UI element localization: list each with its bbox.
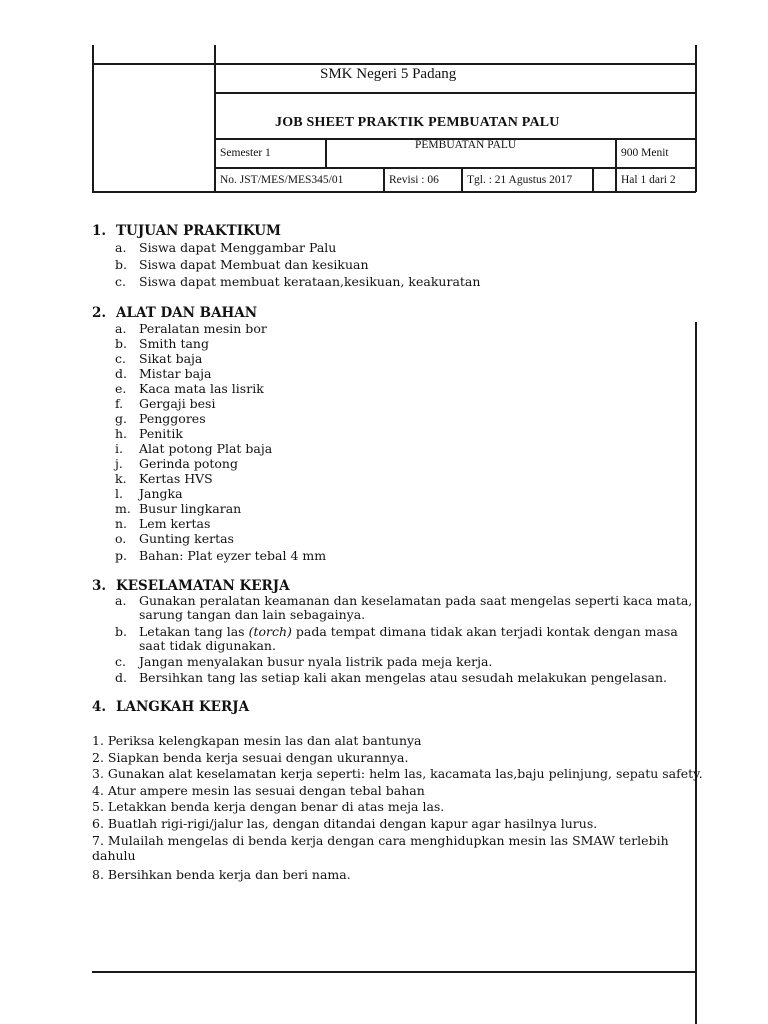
list-item: e. Kaca mata las lisrik (115, 381, 264, 396)
list-item: h. Penitik (115, 426, 183, 441)
list-item: k. Kertas HVS (115, 471, 213, 486)
list-item: a. Gunakan peralatan keamanan dan keselamatan pada saat mengelas seperti kaca mata, sarung tangan dan lain sebagainya. (115, 593, 693, 622)
list-item: 6. Buatlah rigi-rigi/jalur las, dengan ditandai dengan kapur agar hasilnya lurus. (92, 816, 598, 831)
revision-cell: Revisi : 06 (389, 174, 439, 186)
list-item: d. Bersihkan tang las setiap kali akan mengelas atau sesudah melakukan pengelasan. (115, 670, 667, 685)
section-title-langkah: 4. LANGKAH KERJA (92, 699, 250, 715)
doc-number-cell: No. JST/MES/MES345/01 (220, 174, 344, 186)
list-item: p. Bahan: Plat eyzer tebal 4 mm (115, 548, 327, 563)
section-title-keselamatan: 3. KESELAMATAN KERJA (92, 578, 290, 594)
job-sheet-title: JOB SHEET PRAKTIK PEMBUATAN PALU (275, 115, 560, 130)
date-cell: Tgl. : 21 Agustus 2017 (467, 174, 573, 186)
semester-cell: Semester 1 (220, 147, 271, 159)
list-item: 7. Mulailah mengelas di benda kerja dengan cara menghidupkan mesin las SMAW terlebih dahulu (92, 833, 669, 863)
list-item: b. Siswa dapat Membuat dan kesikuan (115, 257, 369, 272)
list-item: b. Smith tang (115, 336, 209, 351)
page-number-cell: Hal 1 dari 2 (621, 174, 676, 186)
list-item: c. Sikat baja (115, 351, 203, 366)
school-name: SMK Negeri 5 Padang (320, 66, 457, 82)
list-item: j. Gerinda potong (115, 456, 238, 471)
list-item: c. Siswa dapat membuat kerataan,kesikuan, keakuratan (115, 274, 481, 289)
list-item: m. Busur lingkaran (115, 501, 242, 516)
section-title-alat: 2. ALAT DAN BAHAN (92, 305, 258, 321)
list-item: n. Lem kertas (115, 516, 211, 531)
bottom-rule (92, 971, 696, 973)
list-item: 2. Siapkan benda kerja sesuai dengan ukurannya. (92, 750, 409, 765)
right-margin-line (695, 322, 697, 1024)
list-item: 8. Bersihkan benda kerja dan beri nama. (92, 867, 351, 882)
list-item: 5. Letakkan benda kerja dengan benar di atas meja las. (92, 799, 445, 814)
list-item: i. Alat potong Plat baja (115, 441, 273, 456)
list-item: b. Letakan tang las (torch) pada tempat dimana tidak akan terjadi kontak dengan masa saat tidak digunakan. (115, 624, 678, 653)
list-item: a. Siswa dapat Menggambar Palu (115, 240, 337, 255)
list-item: l. Jangka (115, 486, 183, 501)
list-item: a. Peralatan mesin bor (115, 321, 267, 336)
list-item: c. Jangan menyalakan busur nyala listrik pada meja kerja. (115, 654, 493, 669)
list-item: o. Gunting kertas (115, 531, 234, 546)
list-item: 3. Gunakan alat keselamatan kerja seperti: helm las, kacamata las,baju pelinjung, sepatu safety. (92, 766, 703, 781)
list-item: d. Mistar baja (115, 366, 212, 381)
list-item: g. Penggores (115, 411, 206, 426)
list-item: 4. Atur ampere mesin las sesuai dengan tebal bahan (92, 783, 425, 798)
list-item: 1. Periksa kelengkapan mesin las dan alat bantunya (92, 733, 422, 748)
subject-cell: PEMBUATAN PALU (415, 139, 517, 151)
duration-cell: 900 Menit (621, 147, 669, 159)
section-title-tujuan: 1. TUJUAN PRAKTIKUM (92, 223, 281, 239)
list-item: f. Gergaji besi (115, 396, 216, 411)
